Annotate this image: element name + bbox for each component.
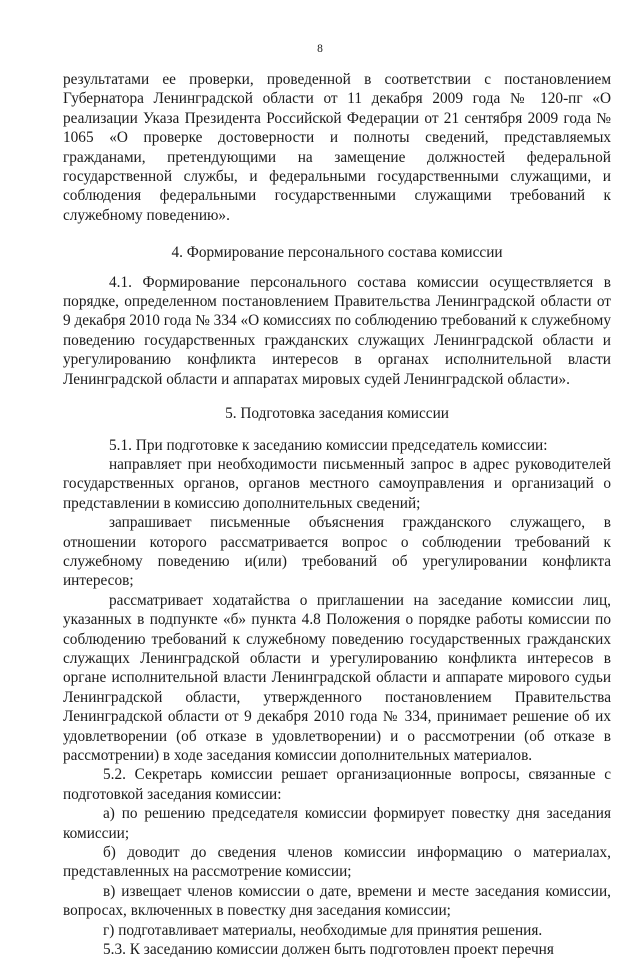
paragraph-5-1-item-send-request: направляет при необходимости письменный запрос в адрес руководителей государственных органов, органов местного самоуправления и организаций о представлении в комиссию дополнительных сведений; [63, 455, 611, 512]
section-4-heading: 4. Формирование персонального состава комиссии [171, 244, 503, 262]
section-5-heading: 5. Подготовка заседания комиссии [225, 405, 449, 423]
page-content [63, 70, 611, 959]
paragraph-5-2: 5.2. Секретарь комиссии решает организационные вопросы, связанные с подготовкой заседания комиссии: [63, 766, 611, 803]
paragraph-4-1: 4.1. Формирование персонального состава комиссии осуществляется в порядке, определенном постановлением Правительства Ленинградской области от 9 декабря 2010 года № 334 «О комиссиях по соблюдению требований к служебному поведению государственных гражданских служащих Ленинградской области и урегулированию конфликта интересов в органах исполнительной власти Ленинградской области и аппаратах мировых судей Ленинградской области». [63, 273, 611, 388]
paragraph-5-1-item-request-explanations: запрашивает письменные объяснения гражданского служащего, в отношении которого рассматривается вопрос о соблюдении требований к служебному поведению и(или) требований об урегулировании конфликта интересов; [63, 514, 611, 590]
paragraph-5-1-item-review-petitions: рассматривает ходатайства о приглашении на заседание комиссии лиц, указанных в подпункте «б» пункта 4.8 Положения о порядке работы комиссии по соблюдению требований к служебному поведению государственных гражданских служащих Ленинградской области и урегулированию конфликта интересов в органе исполнительной власти Ленинградской области и аппарате мирового судьи Ленинградской области, утвержденного постановлением Правительства Ленинградской области от 9 декабря 2010 года № 334, принимает решение об их удовлетворении (об отказе в удовлетворении) и о рассмотрении (об отказе в рассмотрении) в ходе заседания комиссии дополнительных материалов. [63, 591, 611, 764]
paragraph-5-2-item-b: б) доводит до сведения членов комиссии информацию о материалах, представленных на рассмотрение комиссии; [63, 844, 611, 881]
page-number: 8 [317, 43, 323, 55]
intro-paragraph: результатами ее проверки, проведенной в соответствии с постановлением Губернатора Ленинградской области от 11 декабря 2009 года № 120-пг «О реализации Указа Президента Российской Федерации от 21 сентября 2009 года № 1065 «О проверке достоверности и полноты сведений, представляемых гражданами, претендующими на замещение должностей федеральной государственной службы, и федеральными государственными служащими, и соблюдения федеральными государственными служащими требований к служебному поведению». [63, 71, 611, 224]
paragraph-5-2-item-c: в) извещает членов комиссии о дате, времени и месте заседания комиссии, вопросах, включенных в повестку дня заседания комиссии; [63, 882, 611, 920]
paragraph-5-2-item-a: а) по решению председателя комиссии формирует повестку дня заседания комиссии; [63, 805, 611, 842]
paragraph-5-3: 5.3. К заседанию комиссии должен быть подготовлен проект перечня [103, 941, 554, 959]
paragraph-5-2-item-d: г) подготавливает материалы, необходимые для принятия решения. [103, 921, 543, 939]
paragraph-5-1: 5.1. При подготовке к заседанию комиссии председатель комиссии: [109, 436, 548, 454]
